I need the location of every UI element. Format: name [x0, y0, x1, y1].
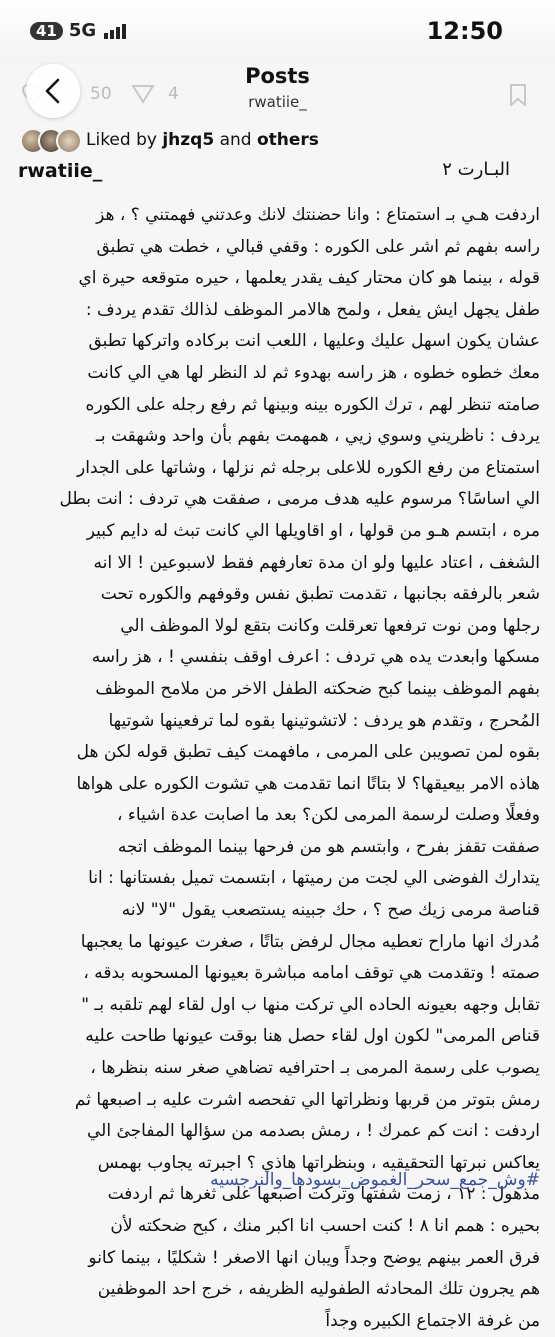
caption-line: عشان يكون اسهل عليك وعليها ، اللعب انت بركاده واتركها تطبق [88, 331, 540, 352]
status-bar [0, 0, 555, 64]
caption-line: قوله ، بينما هو كان محتار كيف يقدر يعلمها ، حيره متوقعه حيرة اي [78, 268, 540, 289]
network-label: 5G [68, 20, 97, 41]
caption-line: صامته تنظر لهم ، ترك الكوره بينه وبينها ثم رفع رجله على الكوره [85, 394, 540, 415]
caption-line: يصوب على رسمة المرمى بـ احترافيه تضاهي صغر سنه بنظرها ، [90, 1058, 540, 1079]
like-count-faded: 50 [90, 84, 112, 104]
signal-bars-icon [104, 23, 126, 39]
carrier-info [30, 20, 126, 41]
part-title: البـارت ٢ [442, 159, 510, 180]
caption-line: الي اساسًا؟ مرسوم عليه هدف مرمى ، صفقت هي تردف : انت بطل [59, 489, 540, 510]
caption-line: صمته ! وتقدمت هي توقف امامه مباشرة بعيونها المسحوبه بدقه ، [83, 963, 540, 984]
caption-line: وفعلًا وصلت لرسمة المرمى لكن؟ بعد ما اصابت عدة اشياء ، [117, 805, 540, 826]
caption-line: معك خطوه خطوه ، هز راسه بهدوء ثم لد النظر لها هي الي كانت [87, 362, 540, 383]
caption-line: هاذه الامر بيعيقها؟ لا بتاتًا انما تقدمت هي تشوت الكوره على هواها [76, 773, 540, 794]
likes-prefix: Liked by [86, 130, 157, 150]
caption-line: المُحرج ، وتقدم هو يردف : لاتشوتينها بقوه لما ترفعينها شوتيها [108, 710, 540, 731]
caption-line: من غرفة الاجتماع الكبيره وجداً [325, 1310, 540, 1331]
caption-line: تقابل وجهه بعيونه الحاده الي تركت منها ب اول لقاء لهم تلقبه بـ " [81, 994, 540, 1015]
hashtag-link[interactable]: #وش_جمع_سحر_الغموض_بسودها_والنرجسيه [210, 1170, 540, 1190]
caption-line: رمش بتوتر من قربها ونظراتها الي تفحصه اشرت عليه بـ اصبعها ثم [74, 1089, 540, 1110]
likes-others[interactable]: others [256, 130, 319, 150]
caption-line: بفهم الموظف بينما كبح ضحكته الطفل الاخر من ملامح الموظف [95, 678, 540, 699]
caption-line: فرق العمر بينهم يوضح وجداً ويبان انها الاصغر ! شكليًا ، بينما كانو [88, 1247, 540, 1268]
page-title: Posts [245, 64, 310, 88]
caption-line: طفل يجهل ايش يفعل ، ولمح هالامر الموظف لذالك تقدم يردف : [85, 299, 540, 320]
caption-line: استمتاع من رفع الكوره للاعلى برجله ثم نزلها ، وشاتها على الجدار [77, 457, 540, 478]
caption-line: قناصة مرمى زيك صح ؟ ، حك جبينه يستصعب يقول "لا" لانه [121, 900, 540, 921]
caption-line: صفقت تقفز بفرح ، وابتسم هو من فرحها بينما الموظف اتجه [117, 836, 540, 857]
likes-and: and [219, 130, 252, 150]
liker-username[interactable]: jhzq5 [162, 130, 215, 150]
caption-line: يتدارك الفوضى الي لجت من رميتها ، ابتسمت تميل بفستانها : انا [88, 868, 540, 889]
avatar [56, 128, 82, 154]
caption-line: اردفت هـي بـ استمتاع : وانا حضنتك لانك وعدتني فهمتني ؟ ، هز [96, 205, 540, 225]
caption-line: يعاكس نبرتها التحقيقيه ، وبنظراتها هاذي ؟ اجبرته يجاوب بهمس [97, 1152, 540, 1173]
top-bar [0, 64, 555, 124]
post-author[interactable]: rwatiie_ [18, 160, 103, 182]
liker-avatars [20, 128, 80, 152]
likes-row[interactable] [20, 126, 319, 154]
caption-line: قناص المرمى" لكون اول لقاء حصل هنا بوقت عيونها طاحت عليه [85, 1026, 540, 1047]
caption-line: مسكها وابعدت يده هي تردف : اعرف اوقف بنفسي ! ، هز راسه [91, 647, 540, 668]
caption-line: راسه بفهم ثم اشر على الكوره : وقفي قبالي ، خطت هي تطبق [96, 236, 540, 257]
caption-line: اردفت : انت كم عمرك ! ، رمش بصدمه من سؤالها المفاجئ الي [87, 1121, 540, 1142]
page-subtitle[interactable]: rwatiie_ [248, 93, 307, 111]
caption-line: مُدرك انها ماراح تعطيه مجال لرفض بتاتًا ، صغرت عيونها ما يعجبها [80, 931, 540, 952]
caption-line: رجلها ومن نوت ترفعها تعرقلت وكانت بتقع لولا الموظف الي [120, 615, 540, 636]
caption-line: هم يجرون تلك المحادثه الطفوليه الظريفه ، خرج احد الموظفين [97, 1279, 540, 1300]
caption-line: مره ، ابتسم هـو من قولها ، او اقاويلها الي كانت تبث له دايم كبير [86, 520, 540, 541]
carrier-badge: 41 [30, 22, 63, 40]
share-count-faded: 4 [168, 84, 179, 104]
caption-line: بقوه لمن تصويبن على المرمى ، مافهمت كيف تطبق قوله لكن هل [76, 742, 540, 763]
caption-line: بحيره : همم انا ٨ ! كنت احسب انا اكبر منك ، كبح ضحكته لأن [110, 1216, 540, 1236]
caption-line: مذهول : ١٢ ، زمت شفتها وتركت اصبعها على ثغرها ثم اردفت [107, 1184, 540, 1205]
caption-line: شعر بالرفقه بجانبها ، تقدمت تطبق نفس وقوفهم والكوره تحت [100, 584, 540, 605]
likes-text [86, 130, 319, 150]
clock: 12:50 [426, 17, 503, 45]
caption-line: يردف : ناظريني وسوي زيي ، همهمت بفهم بأن واحد وشهقت بـ [95, 426, 540, 447]
caption-line: الشغف ، اعتاد عليها ولو ان مدة تعارفهم فقط لاسبوعين ! الا انه [93, 552, 540, 573]
